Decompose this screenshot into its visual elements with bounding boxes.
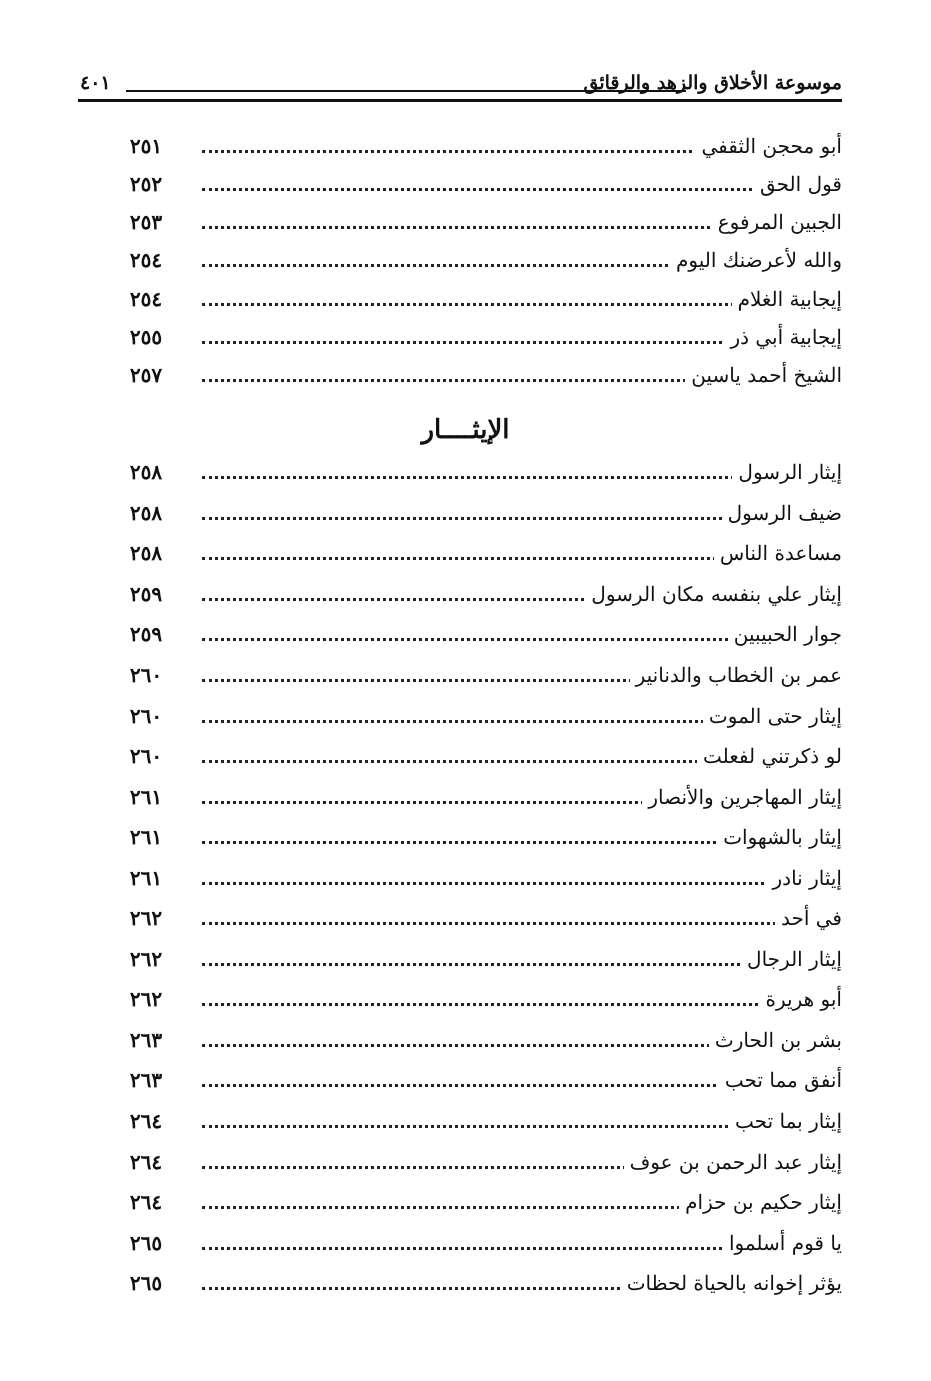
entry-page: ٢٦٤ (129, 1150, 163, 1174)
section-heading: الإيثــــار (421, 415, 510, 445)
entry-title: إيجابية أبي ذر (724, 325, 842, 349)
toc-entry (120, 983, 842, 1019)
toc-entry (120, 1146, 842, 1182)
entry-title: قول الحق (754, 172, 842, 196)
toc-entry (120, 618, 842, 654)
entry-page: ٢٥٣ (129, 210, 163, 234)
entry-page: ٢٥٧ (129, 363, 163, 387)
toc-entry (120, 943, 842, 979)
entry-page: ٢٥٥ (129, 325, 163, 349)
entry-title: إيثار بما تحب (729, 1109, 842, 1133)
entry-title: إيثار بالشهوات (717, 825, 842, 849)
entry-title: أبو هريرة (760, 987, 842, 1011)
entry-title: إيثار المهاجرين والأنصار (642, 785, 842, 809)
entry-title: إيجابية الغلام (732, 287, 842, 311)
toc-entry (120, 821, 842, 857)
toc-entry (120, 902, 842, 938)
entry-title: إيثار نادر (767, 866, 843, 890)
entry-page: ٢٦٠ (129, 744, 163, 768)
entry-title: عمر بن الخطاب والدنانير (630, 663, 842, 687)
dot-leader (202, 991, 842, 1006)
page-header (78, 68, 842, 104)
entry-page: ٢٦٣ (129, 1068, 163, 1092)
entry-title: إيثار الرسول (732, 460, 842, 484)
entry-title: الجبين المرفوع (712, 210, 842, 234)
entry-page: ٢٦٢ (129, 947, 163, 971)
entry-page: ٢٥٢ (129, 172, 163, 196)
header-divider (78, 99, 842, 102)
toc-entry (120, 537, 842, 573)
entry-page: ٢٦٥ (129, 1231, 163, 1255)
entry-page: ٢٥٩ (129, 622, 163, 646)
entry-title: إيثار علي بنفسه مكان الرسول (585, 582, 842, 606)
entry-page: ٢٥٤ (129, 287, 163, 311)
book-title: موسوعة الأخلاق والزهد والرقائق (583, 72, 842, 94)
toc-entry (120, 456, 842, 492)
toc-entry (120, 497, 842, 533)
entry-page: ٢٦٤ (129, 1190, 163, 1214)
entry-page: ٢٦٠ (129, 704, 163, 728)
entry-page: ٢٦١ (129, 785, 163, 809)
entry-title: لو ذكرتني لفعلت (697, 744, 842, 768)
toc-entry (120, 1186, 842, 1222)
entry-title: جوار الحبيبين (728, 622, 842, 646)
entry-title: يؤثر إخوانه بالحياة لحظات (621, 1271, 842, 1295)
entry-page: ٢٦٤ (129, 1109, 163, 1133)
entry-title: مساعدة الناس (714, 541, 842, 565)
toc-entry (120, 1105, 842, 1141)
toc-entry (120, 168, 842, 204)
toc-entry (120, 130, 842, 166)
toc-entry (120, 1227, 842, 1263)
entry-title: ضيف الرسول (722, 501, 842, 525)
toc-entry (120, 1064, 842, 1100)
entry-page: ٢٥٨ (129, 541, 163, 565)
toc-entry (120, 1024, 842, 1060)
entry-title: الشيخ أحمد ياسين (685, 363, 842, 387)
entry-page: ٢٦١ (129, 866, 163, 890)
toc-entry (120, 578, 842, 614)
entry-title: إيثار الرجال (741, 947, 842, 971)
entry-page: ٢٦٢ (129, 987, 163, 1011)
entry-page: ٢٥١ (129, 134, 163, 158)
entry-page: ٢٥٨ (129, 460, 163, 484)
entry-title: إيثار حتى الموت (703, 704, 842, 728)
entry-title: بشر بن الحارث (709, 1028, 842, 1052)
toc-entry (120, 321, 842, 357)
toc-entry (120, 244, 842, 280)
toc-entry (120, 781, 842, 817)
entry-page: ٢٥٨ (129, 501, 163, 525)
toc-entry (120, 862, 842, 898)
toc-entry (120, 700, 842, 736)
page-number: ٤٠١ (80, 72, 111, 94)
entry-title: أنفق مما تحب (719, 1068, 842, 1092)
entry-page: ٢٦٣ (129, 1028, 163, 1052)
entry-title: إيثار حكيم بن حزام (679, 1190, 842, 1214)
header-divider-short (126, 90, 686, 92)
entry-page: ٢٦١ (129, 825, 163, 849)
dot-leader (202, 910, 842, 925)
dot-leader (202, 176, 842, 191)
toc-entry (120, 1267, 842, 1303)
entry-title: أبو محجن الثقفي (695, 134, 842, 158)
entry-title: يا قوم أسلموا (723, 1231, 842, 1255)
toc-entry (120, 359, 842, 395)
toc-entry (120, 740, 842, 776)
dot-leader (202, 870, 842, 885)
entry-title: في أحد (775, 906, 842, 930)
toc-entry (120, 283, 842, 319)
entry-page: ٢٥٤ (129, 248, 163, 272)
entry-page: ٢٥٩ (129, 582, 163, 606)
entry-page: ٢٦٢ (129, 906, 163, 930)
entry-title: والله لأعرضنك اليوم (670, 248, 842, 272)
toc-entry (120, 206, 842, 242)
entry-title: إيثار عبد الرحمن بن عوف (624, 1150, 842, 1174)
entry-page: ٢٦٥ (129, 1271, 163, 1295)
entry-page: ٢٦٠ (129, 663, 163, 687)
toc-entry (120, 659, 842, 695)
